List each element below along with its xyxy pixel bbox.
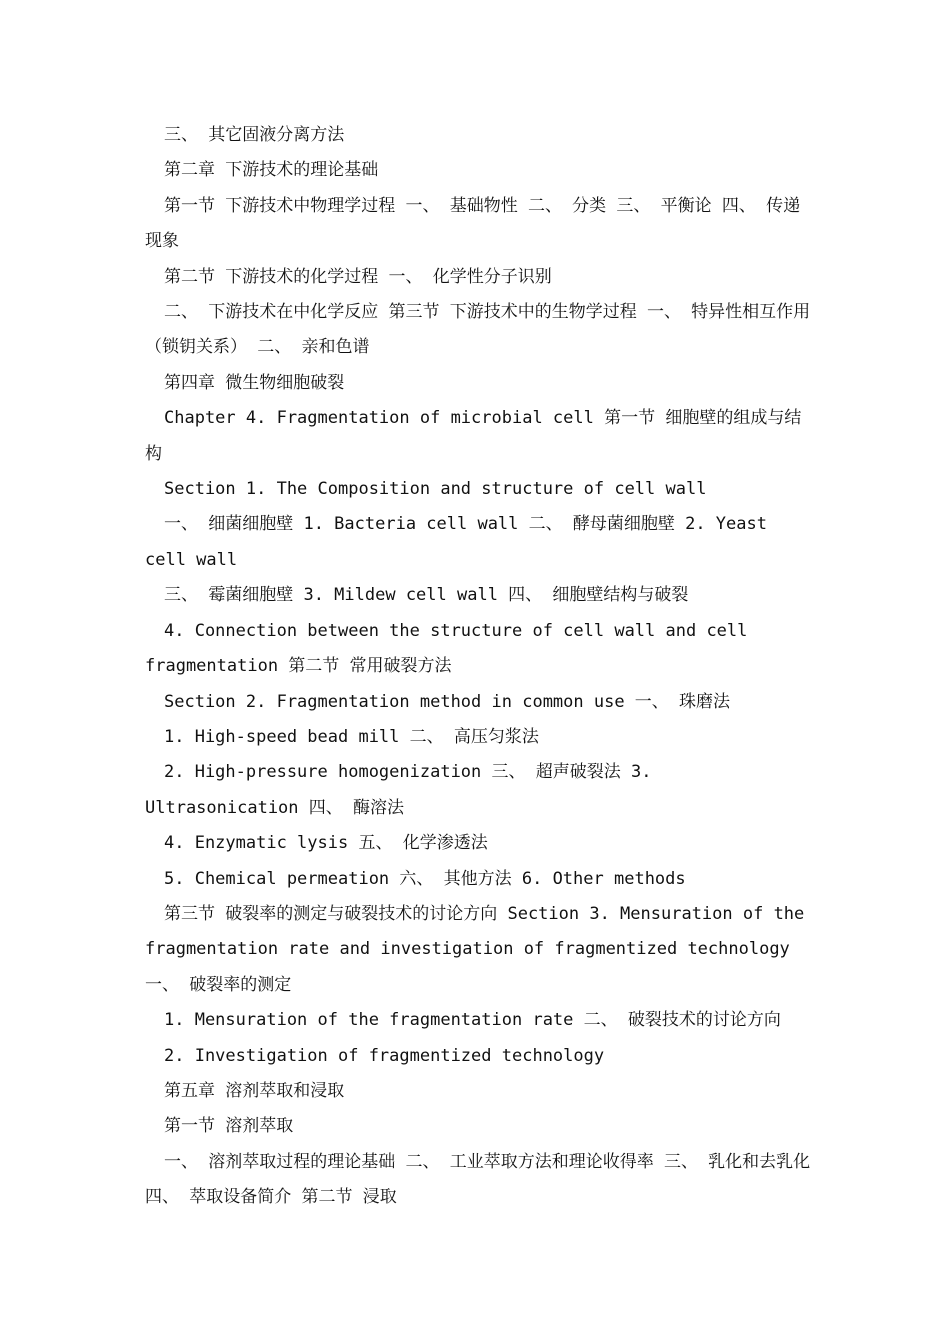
paragraph: 第二节 下游技术的化学过程 一、 化学性分子识别 bbox=[164, 266, 552, 287]
paragraph: 三、 霉菌细胞壁 3. Mildew cell wall 四、 细胞壁结构与破裂 bbox=[164, 585, 689, 606]
paragraph: 5. Chemical permeation 六、 其他方法 6. Other methods bbox=[164, 868, 686, 889]
paragraph: 三、 其它固液分离方法 bbox=[164, 125, 345, 145]
paragraph: 1. High-speed bead mill 二、 高压匀浆法 bbox=[164, 726, 539, 747]
paragraph: 2. Investigation of fragmentized technology bbox=[164, 1045, 605, 1066]
paragraph: 一、 溶剂萃取过程的理论基础 二、 工业萃取方法和理论收得率 三、 乳化和去乳化 四、 萃取设备简介 第二节 浸取 bbox=[145, 1151, 811, 1208]
paragraph: 第三节 破裂率的测定与破裂技术的讨论方向 Section 3. Mensuration of the fragmentation rate and investigation of fragmentized technology 一、 破裂率的测定 bbox=[145, 903, 805, 995]
paragraph: 第一节 下游技术中物理学过程 一、 基础物性 二、 分类 三、 平衡论 四、 传递现象 bbox=[145, 195, 801, 252]
paragraph: 2. High-pressure homogenization 三、 超声破裂法 3. Ultrasonication 四、 酶溶法 bbox=[145, 762, 652, 818]
paragraph: 1. Mensuration of the fragmentation rate 二、 破裂技术的讨论方向 bbox=[164, 1010, 781, 1031]
paragraph: Section 2. Fragmentation method in common use 一、 珠磨法 bbox=[164, 691, 731, 712]
paragraph: Chapter 4. Fragmentation of microbial cell 第一节 细胞壁的组成与结构 bbox=[145, 408, 802, 464]
chapter-heading: 第四章 微生物细胞破裂 bbox=[164, 372, 345, 393]
paragraph: 一、 细菌细胞壁 1. Bacteria cell wall 二、 酵母菌细胞壁 2. Yeast cell wall bbox=[145, 514, 767, 570]
chapter-heading: 第五章 溶剂萃取和浸取 bbox=[164, 1080, 345, 1101]
paragraph: Section 1. The Composition and structure of cell wall bbox=[164, 479, 707, 500]
paragraph: 4. Enzymatic lysis 五、 化学渗透法 bbox=[164, 833, 488, 854]
section-heading: 第一节 溶剂萃取 bbox=[164, 1116, 294, 1137]
paragraph: 4. Connection between the structure of cell wall and cell fragmentation 第二节 常用破裂方法 bbox=[145, 620, 748, 677]
paragraph: 二、 下游技术在中化学反应 第三节 下游技术中的生物学过程 一、 特异性相互作用（锁钥关系） 二、 亲和色谱 bbox=[145, 302, 811, 358]
chapter-heading: 第二章 下游技术的理论基础 bbox=[164, 160, 379, 181]
document-body bbox=[145, 118, 815, 1216]
